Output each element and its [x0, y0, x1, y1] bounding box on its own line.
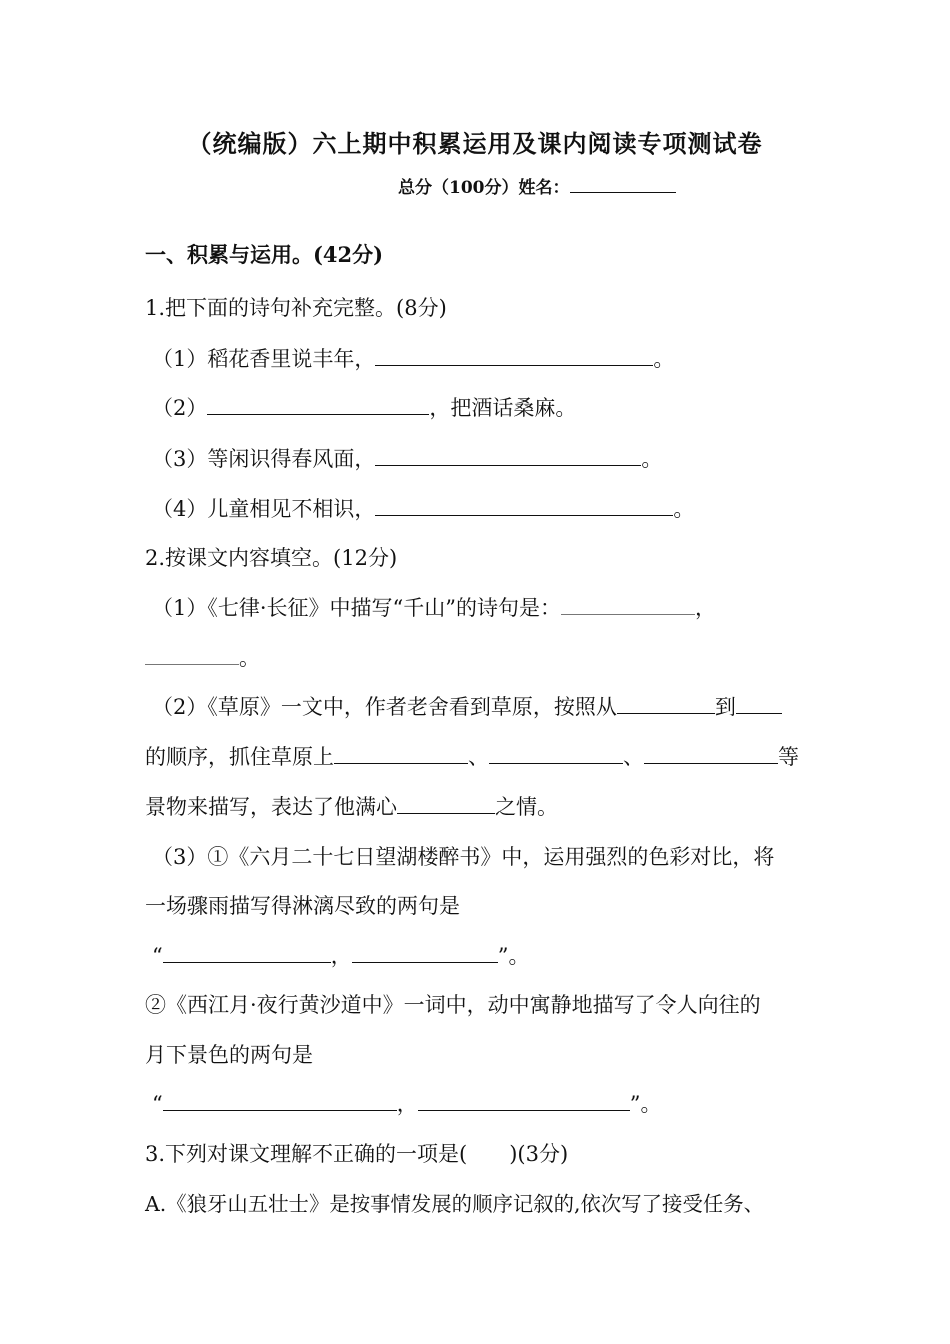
q2-part-2: （2）《草原》一文中，作者老舍看到草原，按照从 到 — [152, 692, 782, 722]
q2-part-1-cont: 。 — [145, 643, 260, 673]
q2-blank-2b[interactable] — [736, 693, 782, 714]
q1-item-4: （4）儿童相见不相识， 。 — [152, 497, 695, 521]
q2-blank-3a[interactable] — [163, 942, 331, 963]
q1-item-3: （3）等闲识得春风面， 。 — [152, 447, 663, 471]
q2-blank-2d[interactable] — [489, 743, 623, 764]
page-title: （统编版）六上期中积累运用及课内阅读专项测试卷 — [187, 129, 763, 158]
q2-blank-1a[interactable] — [561, 594, 695, 615]
name-blank[interactable] — [570, 172, 676, 193]
q2-blank-2f[interactable] — [397, 793, 495, 814]
q3-stem: 3.下列对课文理解不正确的一项是( )(3分) — [145, 1142, 569, 1166]
q2-stem: 2.按课文内容填空。(12分) — [145, 546, 398, 570]
q1-blank-2[interactable] — [207, 394, 429, 415]
q1-blank-3[interactable] — [375, 445, 641, 466]
q3-option-a: A.《狼牙山五壮士》是按事情发展的顺序记叙的,依次写了接受任务、 — [145, 1192, 765, 1216]
score-name-line — [398, 172, 676, 198]
section-heading: 一、积累与运用。(42分) — [145, 242, 384, 267]
q1-item-1: （1）稻花香里说丰年， 。 — [152, 347, 675, 371]
q2-part-4: ②《西江月·夜行黄沙道中》一词中，动中寓静地描写了令人向往的 — [145, 993, 761, 1017]
q2-blank-2a[interactable] — [617, 693, 715, 714]
q2-part-2-end: 景物来描写，表达了他满心 之情。 — [145, 795, 558, 819]
q1-blank-1[interactable] — [375, 345, 653, 366]
q2-blank-2e[interactable] — [644, 743, 778, 764]
q2-blank-1b[interactable] — [145, 644, 239, 665]
q2-part-4-cont: 月下景色的两句是 — [145, 1043, 313, 1067]
q2-blank-2c[interactable] — [334, 743, 468, 764]
q2-part-2-cont: 的顺序，抓住草原上 、 、 等 — [145, 745, 799, 769]
q2-part-4-answer: “ ， ”。 — [152, 1092, 662, 1116]
q2-part-3-answer: “ ， ”。 — [152, 944, 530, 968]
q2-part-3-cont: 一场骤雨描写得淋漓尽致的两句是 — [145, 894, 460, 918]
q2-blank-4b[interactable] — [418, 1090, 630, 1111]
q2-blank-4a[interactable] — [163, 1090, 397, 1111]
q1-item-2: （2） ，把酒话桑麻。 — [152, 396, 577, 420]
q2-part-1: （1）《七律·长征》中描写“千山”的诗句是： ， — [152, 596, 717, 620]
score-label: 总分（100分）姓名： — [398, 178, 570, 198]
q1-stem: 1.把下面的诗句补充完整。(8分) — [145, 296, 447, 320]
q1-blank-4[interactable] — [375, 495, 673, 516]
q2-blank-3b[interactable] — [352, 942, 498, 963]
q2-part-3: （3）①《六月二十七日望湖楼醉书》中，运用强烈的色彩对比，将 — [152, 845, 775, 869]
